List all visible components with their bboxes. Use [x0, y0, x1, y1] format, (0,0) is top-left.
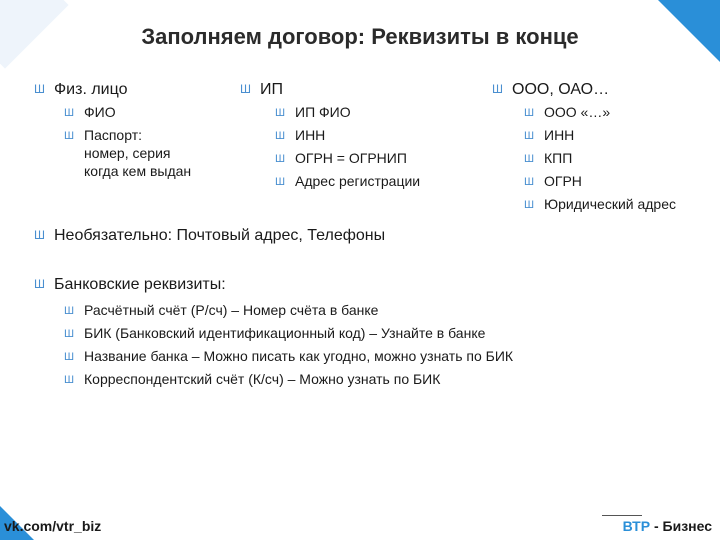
bullet-marker-icon: Ш — [492, 82, 503, 96]
list-item: Ш ОГРН = ОГРНИП — [275, 150, 407, 166]
bullet-marker-icon: Ш — [64, 351, 75, 363]
bank-details-heading: Ш Банковские реквизиты: — [34, 276, 226, 293]
bullet-marker-icon: Ш — [240, 82, 251, 96]
list-item: Ш ОГРН — [524, 173, 582, 189]
bullet-marker-icon: Ш — [524, 176, 535, 188]
bullet-marker-icon: Ш — [34, 228, 45, 242]
bullet-marker-icon: Ш — [524, 199, 535, 211]
list-item: Ш ИНН — [275, 127, 326, 143]
slide-title: Заполняем договор: Реквизиты в конце — [141, 24, 579, 49]
bullet-marker-icon: Ш — [64, 328, 75, 340]
bullet-marker-icon: Ш — [524, 153, 535, 165]
bullet-marker-icon: Ш — [524, 107, 535, 119]
list-item-continuation: номер, серия — [84, 145, 171, 161]
list-item-continuation: когда кем выдан — [84, 163, 192, 179]
column-heading-ip: Ш ИП — [240, 81, 283, 98]
footer-brand — [623, 518, 712, 534]
brand-suffix: - Бизнес — [650, 518, 712, 534]
bullet-marker-icon: Ш — [275, 107, 286, 119]
bullet-marker-icon: Ш — [64, 374, 75, 386]
list-item: Ш БИК (Банковский идентификационный код) – Узнайте в банке — [64, 325, 486, 341]
bullet-marker-icon: Ш — [64, 305, 75, 317]
column-heading-company: Ш ООО, ОАО… — [492, 81, 610, 98]
footer-divider — [602, 515, 642, 516]
bullet-marker-icon: Ш — [64, 130, 75, 142]
list-item: Ш ФИО — [64, 104, 116, 120]
bullet-marker-icon: Ш — [64, 107, 75, 119]
bullet-marker-icon: Ш — [275, 130, 286, 142]
bullet-marker-icon: Ш — [524, 130, 535, 142]
list-item: Ш ИНН — [524, 127, 575, 143]
list-item: Ш КПП — [524, 150, 573, 166]
bullet-marker-icon: Ш — [34, 82, 45, 96]
list-item: Ш Название банка – Можно писать как угодно, можно узнать по БИК — [64, 348, 514, 364]
list-item: Ш Адрес регистрации — [275, 173, 421, 189]
list-item: Ш ИП ФИО — [275, 104, 351, 120]
list-item: Ш Юридический адрес — [524, 196, 677, 212]
list-item: Ш Паспорт: — [64, 127, 142, 143]
list-item: Ш ООО «…» — [524, 104, 611, 120]
bullet-marker-icon: Ш — [275, 176, 286, 188]
optional-fields-note: Ш Необязательно: Почтовый адрес, Телефоны — [34, 227, 386, 244]
footer-link[interactable]: vk.com/vtr_biz — [4, 518, 102, 534]
list-item: Ш Корреспондентский счёт (К/сч) – Можно узнать по БИК — [64, 371, 441, 387]
list-item: Ш Расчётный счёт (Р/сч) – Номер счёта в банке — [64, 302, 379, 318]
bullet-marker-icon: Ш — [34, 277, 45, 291]
brand-name: ВТР — [622, 518, 651, 534]
column-heading-individual: Ш Физ. лицо — [34, 81, 128, 98]
bullet-marker-icon: Ш — [275, 153, 286, 165]
